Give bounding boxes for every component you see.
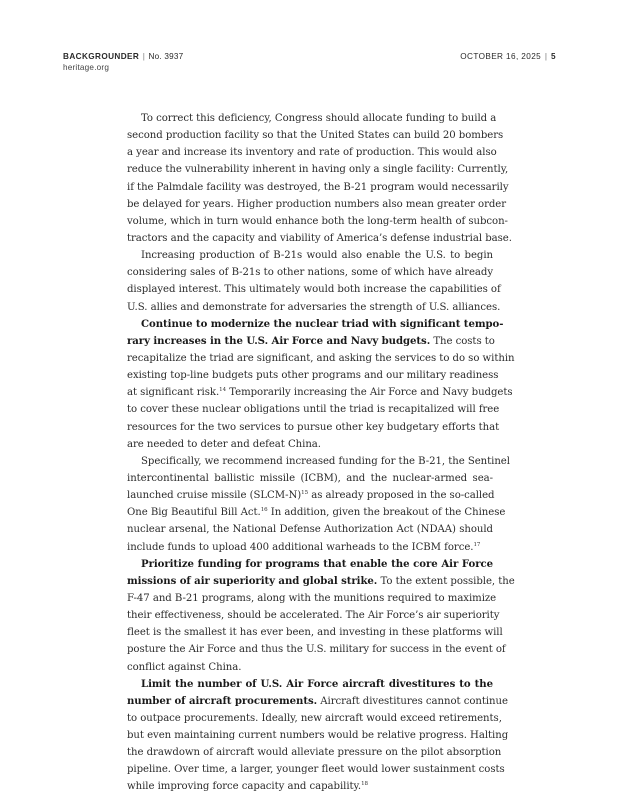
text-line: second production facility so that the United States can build 20 bombers	[127, 130, 504, 142]
text-line: their effectiveness, should be accelerated. The Air Force’s air superiority	[127, 610, 500, 622]
text-line: Increasing production of B-21s would also enable the U.S. to begin	[141, 250, 493, 262]
bold-heading: rary increases in the U.S. Air Force and Navy budgets.	[127, 334, 431, 347]
text-line	[127, 316, 504, 333]
text-line: rary increases in the U.S. Air Force and Navy budgets. The costs to	[127, 334, 495, 347]
text-line: F-47 and B-21 programs, along with the munitions required to maximize	[127, 592, 497, 604]
text-line: a year and increase its inventory and rate of production. This would also	[127, 147, 497, 159]
text-line: conflict against China.	[127, 661, 242, 673]
text-line: pipeline. Over time, a larger, younger fleet would lower sustainment costs	[127, 764, 505, 776]
date-and-page	[460, 52, 556, 62]
footnote-ref: 17	[473, 541, 481, 548]
text-line: if the Palmdale facility was destroyed, the B-21 program would necessarily	[127, 181, 509, 193]
text-line: displayed interest. This ultimately would both increase the capabilities of	[127, 284, 501, 296]
header-separator: |	[142, 52, 146, 61]
text-line: nuclear arsenal, the National Defense Authorization Act (NDAA) should	[127, 524, 493, 536]
text-line: intercontinental ballistic missile (ICBM), and the nuclear-armed sea-	[127, 472, 493, 484]
text-line: but even maintaining current numbers would be relative progress. Halting	[127, 730, 509, 742]
publication-date: OCTOBER 16, 2025	[460, 52, 542, 61]
text-line: reduce the vulnerability inherent in having only a single facility: Currently,	[127, 164, 509, 176]
text-line: One Big Beautiful Bill Act.$^{16}$ In addition, given the breakout of the Chinese	[127, 507, 506, 519]
text-line: missions of air superiority and global strike. To the extent possible, the	[127, 574, 515, 587]
body-text	[127, 110, 515, 796]
text-line: are needed to deter and defeat China.	[127, 438, 321, 450]
bold-heading: number of aircraft procurements.	[127, 694, 318, 707]
text-line: Specifically, we recommend increased funding for the B-21, the Sentinel	[141, 455, 510, 467]
text-line: be delayed for years. Higher production numbers also mean greater order	[127, 198, 507, 210]
text-line: resources for the two services to pursue other key budgetary efforts that	[127, 421, 500, 433]
footnote-ref: 18	[361, 781, 368, 788]
text-line: to outpace procurements. Ideally, new aircraft would exceed retirements,	[127, 712, 502, 724]
text-line: fleet is the smallest it has ever been, and investing in these platforms will	[127, 627, 503, 639]
text-line	[127, 556, 493, 573]
bold-heading: Continue to modernize the nuclear triad with significant tempo-	[141, 317, 504, 330]
text-line: number of aircraft procurements. Aircraft divestitures cannot continue	[127, 694, 508, 707]
text-line: volume, which in turn would enhance both the long-term health of subcon-	[127, 215, 508, 227]
text-line: while improving force capacity and capability.$^{18}$	[127, 781, 368, 793]
text-line: posture the Air Force and thus the U.S. military for success in the event of	[127, 644, 506, 656]
site-name: heritage.org	[63, 63, 110, 72]
text-line	[127, 676, 493, 693]
page-number: 5	[551, 52, 556, 61]
text-line: the drawdown of aircraft would alleviate pressure on the pilot absorption	[127, 747, 502, 759]
footnote-ref: 16	[260, 507, 268, 514]
text-line: to cover these nuclear obligations until the triad is recapitalized will free	[127, 404, 500, 416]
publication-number: No. 3937	[148, 52, 184, 61]
text-line: at significant risk.$^{14}$ Temporarily increasing the Air Force and Navy budgets	[127, 387, 513, 399]
text-line: launched cruise missile (SLCM-N)$^{15}$ as already proposed in the so-called	[127, 490, 495, 502]
text-line: recapitalize the triad are significant, and asking the services to do so within	[127, 352, 515, 364]
text-line: include funds to upload 400 additional warheads to the ICBM force.$^{17}$	[127, 541, 481, 553]
bold-heading: missions of air superiority and global strike.	[127, 574, 378, 587]
footnote-ref: 14	[219, 387, 227, 394]
series-title: BACKGROUNDER	[63, 52, 140, 61]
text-line: To correct this deficiency, Congress should allocate funding to build a	[141, 113, 497, 124]
text-line: U.S. allies and demonstrate for adversaries the strength of U.S. alliances.	[127, 301, 501, 313]
text-line: existing top-line budgets puts other programs and our military readiness	[127, 370, 499, 382]
bold-heading: Limit the number of U.S. Air Force aircraft divestitures to the	[141, 677, 493, 690]
bold-heading: Prioritize funding for programs that enable the core Air Force	[141, 557, 493, 570]
publication-info	[63, 52, 183, 73]
text-line: tractors and the capacity and viability of America’s defense industrial base.	[127, 232, 512, 244]
header-separator-right: |	[544, 52, 548, 61]
text-line: considering sales of B-21s to other nations, some of which have already	[127, 267, 493, 279]
footnote-ref: 15	[301, 490, 309, 497]
